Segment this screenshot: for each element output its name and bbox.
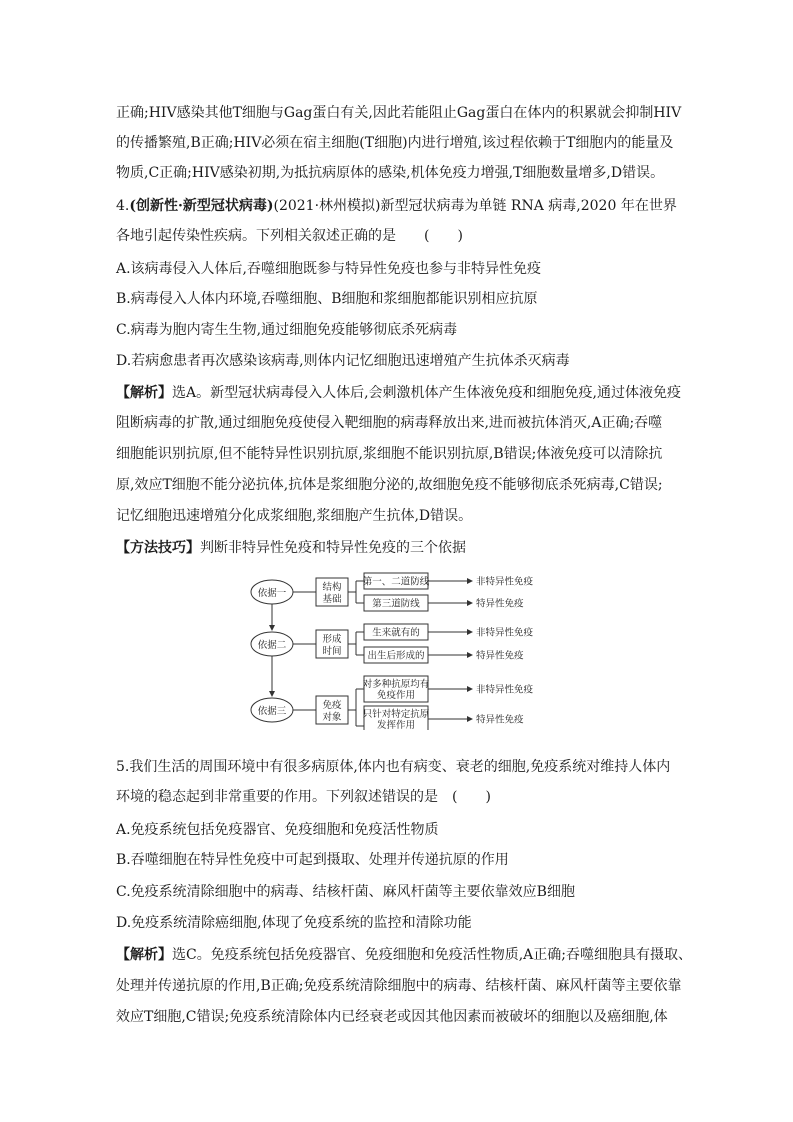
question-stem-text: (2021·林州模拟)新型冠状病毒为单链 RNA 病毒,2020 年在世界 [273, 198, 677, 214]
option-d: D.免疫系统清除癌细胞,体现了免疫系统的监控和清除功能 [116, 915, 472, 931]
branch-label: 生来就有的 [372, 627, 420, 639]
immunity-criteria-diagram [250, 570, 560, 730]
category-label: 形成 [322, 634, 342, 645]
text-line: 效应T细胞,C错误;免疫系统清除体内已经衰老或因其他因素而被破坏的细胞以及癌细胞,体 [116, 1009, 668, 1025]
question-number: 4. [116, 198, 130, 214]
analysis-tag: 【解析】 [116, 947, 172, 963]
method-tip-tag: 【方法技巧】 [116, 540, 200, 556]
basis-3-label: 依据三 [257, 706, 287, 717]
result-label: 特异性免疫 [476, 714, 524, 726]
basis-2-label: 依据二 [257, 640, 287, 651]
result-label: 特异性免疫 [476, 650, 524, 662]
category-label: 免疫 [322, 700, 342, 711]
category-label: 对象 [322, 712, 342, 723]
result-label: 非特异性免疫 [476, 627, 534, 639]
option-a: A.该病毒侵入人体后,吞噬细胞既参与特异性免疫也参与非特异性免疫 [116, 261, 542, 277]
branch-label: 第三道防线 [372, 598, 420, 610]
text-line: 各地引起传染性疾病。下列相关叙述正确的是 ( ) [116, 228, 463, 244]
method-tip-line [116, 538, 466, 558]
result-label: 特异性免疫 [476, 598, 524, 610]
method-tip-text: 判断非特异性免疫和特异性免疫的三个依据 [200, 540, 466, 556]
text-line: 的传播繁殖,B正确;HIV必须在宿主细胞(T细胞)内进行增殖,该过程依赖于T细胞内的能量及 [116, 135, 674, 151]
option-a: A.免疫系统包括免疫器官、免疫细胞和免疫活性物质 [116, 822, 439, 838]
option-d: D.若病愈患者再次感染该病毒,则体内记忆细胞迅速增殖产生抗体杀灭病毒 [116, 353, 570, 369]
question-5-stem: 5.我们生活的周围环境中有很多病原体,体内也有病变、衰老的细胞,免疫系统对维持人体内 [116, 759, 671, 775]
analysis-tag: 【解析】 [116, 385, 172, 401]
analysis-line [116, 945, 692, 965]
analysis-text: 选A。新型冠状病毒侵入人体后,会刺激机体产生体液免疫和细胞免疫,通过体液免疫 [172, 385, 682, 401]
branch-label: 第一、二道防线 [362, 576, 430, 588]
option-b: B.病毒侵入人体内环境,吞噬细胞、B细胞和浆细胞都能识别相应抗原 [116, 291, 538, 307]
result-label: 非特异性免疫 [476, 684, 534, 696]
text-line: 阻断病毒的扩散,通过细胞免疫使侵入靶细胞的病毒释放出来,进而被抗体消灭,A正确;吞噬 [116, 415, 663, 431]
branch-label: 只针对特定抗原 [362, 709, 430, 720]
category-label: 时间 [322, 646, 342, 657]
text-line: 处理并传递抗原的作用,B正确;免疫系统清除细胞中的病毒、结核杆菌、麻风杆菌等主要依靠 [116, 978, 682, 994]
question-4-stem [116, 196, 677, 216]
branch-label: 出生后形成的 [367, 650, 425, 662]
text-line: 环境的稳态起到非常重要的作用。下列叙述错误的是 ( ) [116, 789, 491, 805]
option-b: B.吞噬细胞在特异性免疫中可起到摄取、处理并传递抗原的作用 [116, 852, 509, 868]
basis-1-label: 依据一 [257, 588, 287, 599]
branch-label: 对多种抗原均有 [362, 679, 430, 690]
text-line: 细胞能识别抗原,但不能特异性识别抗原,浆细胞不能识别抗原,B错误;体液免疫可以清除抗 [116, 446, 663, 462]
text-line: 物质,C正确;HIV感染初期,为抵抗病原体的感染,机体免疫力增强,T细胞数量增多,D错误。 [116, 165, 665, 181]
branch-label: 免疫作用 [376, 690, 416, 701]
option-c: C.免疫系统清除细胞中的病毒、结核杆菌、麻风杆菌等主要依靠效应B细胞 [116, 884, 575, 900]
category-label: 结构 [322, 582, 342, 593]
result-label: 非特异性免疫 [476, 576, 534, 588]
option-c: C.病毒为胞内寄生生物,通过细胞免疫能够彻底杀死病毒 [116, 322, 458, 338]
text-line: 记忆细胞迅速增殖分化成浆细胞,浆细胞产生抗体,D错误。 [116, 508, 473, 524]
question-tag: (创新性·新型冠状病毒) [129, 198, 274, 214]
analysis-line [116, 383, 681, 403]
text-line: 原,效应T细胞不能分泌抗体,抗体是浆细胞分泌的,故细胞免疫不能够彻底杀死病毒,C错误; [116, 477, 663, 493]
analysis-text: 选C。免疫系统包括免疫器官、免疫细胞和免疫活性物质,A正确;吞噬细胞具有摄取、 [172, 947, 692, 963]
text-line: 正确;HIV感染其他T细胞与Gag蛋白有关,因此若能阻止Gag蛋白在体内的积累就会抑制HIV [116, 105, 682, 121]
category-label: 基础 [322, 594, 342, 605]
branch-label: 发挥作用 [376, 720, 416, 730]
